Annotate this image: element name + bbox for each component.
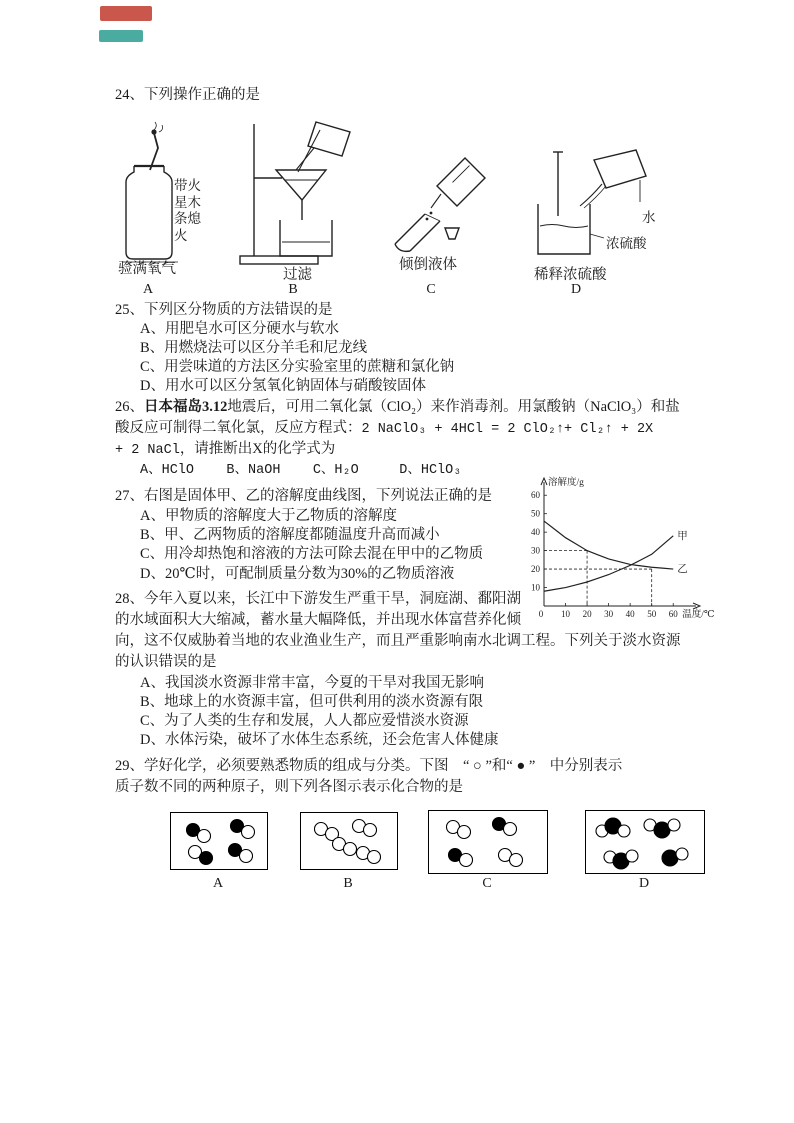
molecule-diagram-c [428,810,548,874]
q28-line4: 的认识错误的是 [115,654,217,670]
svg-text:30: 30 [604,609,614,619]
q26-options: A、HClO B、NaOH C、H₂O D、HClO₃ [140,463,462,478]
q25-option-b: B、用燃烧法可以区分羊毛和尼龙线 [140,340,368,356]
white-atom-icon [364,824,377,837]
q26-line1-rest: 地震后，可用二氧化氯（ClO₂）来作消毒剂。用氯酸钠（NaClO₃）和盐 [227,399,680,415]
question-27-title: 27、右图是固体甲、乙的溶解度曲线图，下列说法正确的是 [115,488,492,504]
question-26-line1 [115,398,680,417]
figure-c-caption: 倾倒液体 [399,257,457,273]
q25-option-a: A、用肥皂水可区分硬水与软水 [140,321,339,337]
white-atom-icon [460,854,473,867]
q25-option-d: D、用水可以区分氢氧化钠固体与硝酸铵固体 [140,378,426,394]
acid-label: 浓硫酸 [606,236,647,251]
splint-icon [150,133,158,170]
ember-icon [151,129,156,134]
question-25-title: 25、下列区分物质的方法错误的是 [115,302,333,318]
svg-text:10: 10 [561,609,571,619]
q26-equation-cont: + 2 NaCl [115,443,180,458]
svg-text:0: 0 [538,609,544,619]
water-beaker-icon [594,150,646,188]
svg-text:10: 10 [531,582,540,593]
white-atom-icon [198,830,211,843]
white-atom-icon [344,843,357,856]
watermark-stamp-icon [99,30,143,42]
q26-bold-text: 日本福岛3.12 [144,399,228,415]
q28-option-a: A、我国淡水资源非常丰富，今夏的干旱对我国无影响 [140,675,484,691]
q25-option-c: C、用尝味道的方法区分实验室里的蔗糖和氯化钠 [140,359,455,375]
q28-option-c: C、为了人类的生存和发展，人人都应爱惜淡水资源 [140,713,469,729]
molecule-diagram-a [170,812,268,870]
svg-text:20: 20 [531,564,540,575]
black-atom-icon [200,852,213,865]
question-26-line3 [115,440,335,460]
figure-b-caption: 过滤 [283,267,312,283]
white-atom-icon [504,823,517,836]
q27-option-a: A、甲物质的溶解度大于乙物质的溶解度 [140,508,397,524]
q29-line2: 质子数不同的两种原子，则下列各图示表示化合物的是 [115,779,463,795]
diagram-b-letter: B [343,876,353,891]
diagram-d-letter: D [638,876,650,891]
white-atom-icon [510,854,523,867]
white-atom-icon [676,848,688,860]
solubility-chart [518,474,713,626]
q28-option-b: B、地球上的水资源丰富，但可供利用的淡水资源有限 [140,694,484,710]
glass-rod-icon [298,130,320,172]
figure-b-letter: B [288,282,298,297]
white-atom-icon [668,819,680,831]
white-atom-icon [240,850,253,863]
stopper-icon [445,228,459,239]
black-atom-icon [662,850,678,866]
white-atom-icon [458,826,471,839]
figure-d-letter: D [570,282,582,297]
svg-text:20: 20 [582,609,592,619]
q26-line2-cn: 酸反应可制得二氧化氯，反应方程式： [115,420,362,436]
svg-text:乙: 乙 [677,564,688,576]
diagram-a-letter: A [212,876,224,891]
svg-text:60: 60 [531,490,540,501]
white-atom-icon [618,825,630,837]
svg-text:40: 40 [531,527,540,538]
molecule-diagram-d [585,810,705,874]
q26-number: 26、 [115,399,144,415]
svg-text:50: 50 [647,609,657,619]
q28-line2: 的水域面积大大缩减，蓄水量大幅降低，并出现水体富营养化倾 [115,612,521,628]
water-label: 水 [642,210,656,225]
figure-a-caption: 验满氧气 [118,261,176,277]
svg-text:温度/℃: 温度/℃ [682,610,715,620]
figure-a-annotation: 带火星木条熄火 [174,178,201,243]
q29-line1: 29、学好化学，必须要熟悉物质的组成与分类。下图 “ ○ ”和“ ● ” 中分别表示 [115,758,623,774]
figure-d-caption: 稀释浓硫酸 [534,267,607,283]
q26-equation: 2 NaClO₃ + 4HCl = 2 ClO₂↑+ Cl₂↑ + 2X [361,422,654,437]
white-atom-icon [626,850,638,862]
q28-line3: 向，这不仅威胁着当地的农业渔业生产，而且严重影响南水北调工程。下列关于淡水资源 [115,633,681,649]
figure-a-letter: A [142,282,154,297]
q28-option-d: D、水体污染，破坏了水体生态系统，还会危害人体健康 [140,732,499,748]
watermark-stamp-icon [100,6,152,21]
molecule-diagram-b [300,812,398,870]
svg-text:甲: 甲 [677,530,688,542]
q27-option-d: D、20℃时，可配制质量分数为30%的乙物质溶液 [140,566,455,582]
diagram-c-letter: C [482,876,492,891]
figure-c-letter: C [426,282,436,297]
q28-line1: 28、今年入夏以来，长江中下游发生严重干旱，洞庭湖、鄱阳湖 [115,591,521,607]
svg-text:溶解度/g: 溶解度/g [548,478,584,488]
white-atom-icon [368,851,381,864]
svg-text:30: 30 [531,545,540,556]
filtration-illustration [236,118,366,268]
question-26-line2 [115,419,653,439]
q27-option-c: C、用冷却热饱和溶液的方法可除去混在甲中的乙物质 [140,546,484,562]
pouring-illustration [383,144,488,252]
svg-text:60: 60 [668,609,678,619]
q27-option-b: B、甲、乙两物质的溶解度都随温度升高而减小 [140,527,440,543]
svg-text:40: 40 [625,609,635,619]
white-atom-icon [242,826,255,839]
question-24-title: 24、下列操作正确的是 [115,87,260,103]
q26-line3-cn: ，请推断出X的化学式为 [179,441,336,457]
svg-text:50: 50 [531,508,540,519]
reagent-bottle-icon [437,158,485,206]
